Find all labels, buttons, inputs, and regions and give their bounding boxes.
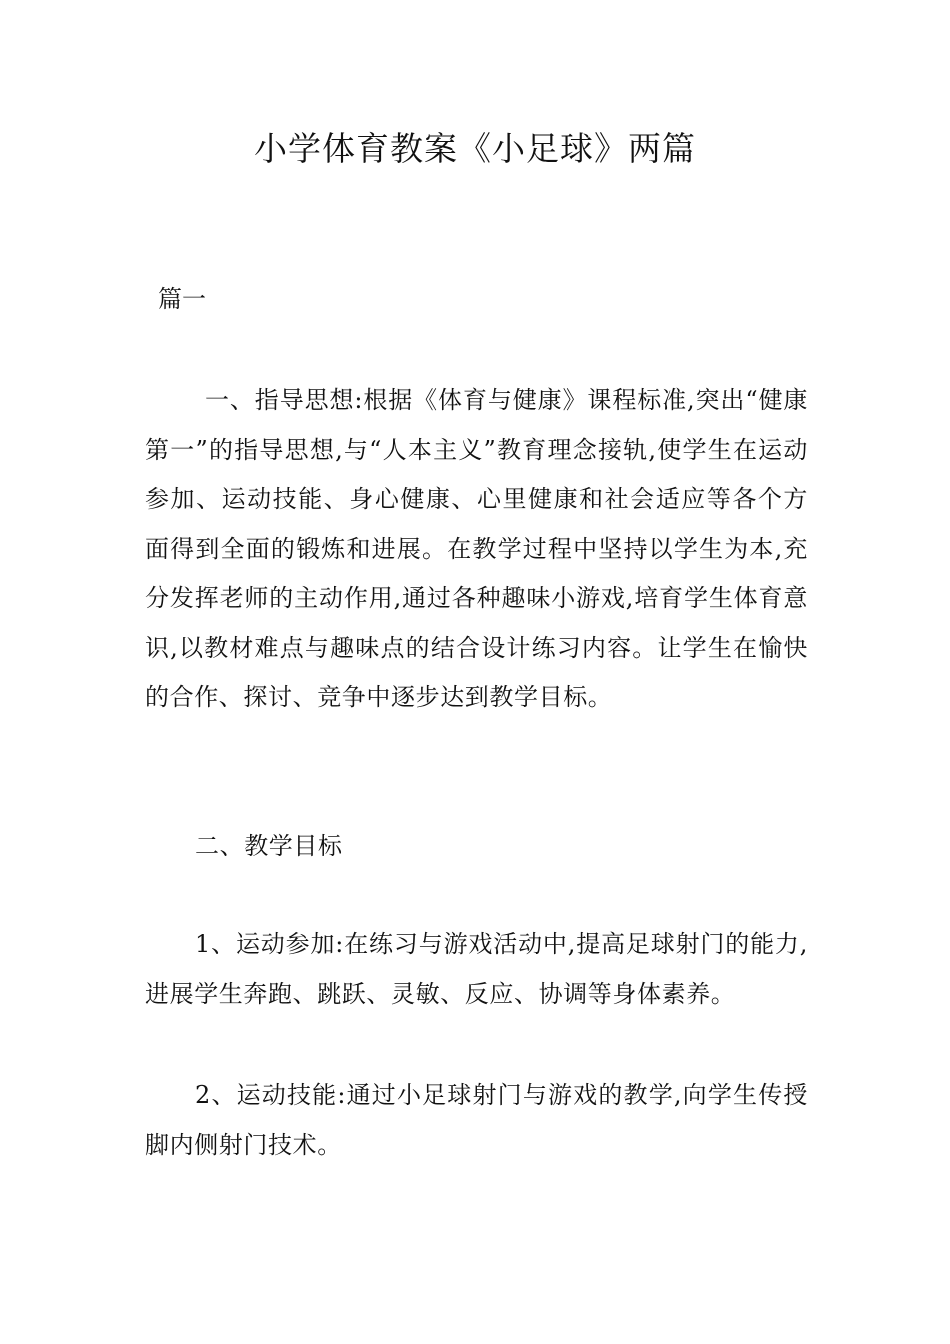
document-title: 小学体育教案《小足球》两篇 — [254, 129, 696, 168]
paragraph-goal-participation: 1、运动参加:在练习与游戏活动中,提高足球射门的能力,进展学生奔跑、跳跃、灵敏、反应、协调等身体素养。 — [145, 930, 808, 1008]
paragraph-guiding-ideology: 一、指导思想:根据《体育与健康》课程标准,突出“健康第一”的指导思想,与“人本主义”教育理念接轨,使学生在运动参加、运动技能、身心健康、心里健康和社会适应等各个方面得到全面的锻炼和进展。在教学过程中坚持以学生为本,充分发挥老师的主动作用,通过各种趣味小游戏,培育学生体育意识,以教材难点与趣味点的结合设计练习内容。让学生在愉快的合作、探讨、竞争中逐步达到教学目标。 — [145, 386, 808, 711]
section-label: 篇一 — [158, 285, 206, 313]
heading-teaching-goals: 二、教学目标 — [195, 832, 343, 860]
paragraph-goal-skills: 2、运动技能:通过小足球射门与游戏的教学,向学生传授脚内侧射门技术。 — [145, 1081, 808, 1159]
